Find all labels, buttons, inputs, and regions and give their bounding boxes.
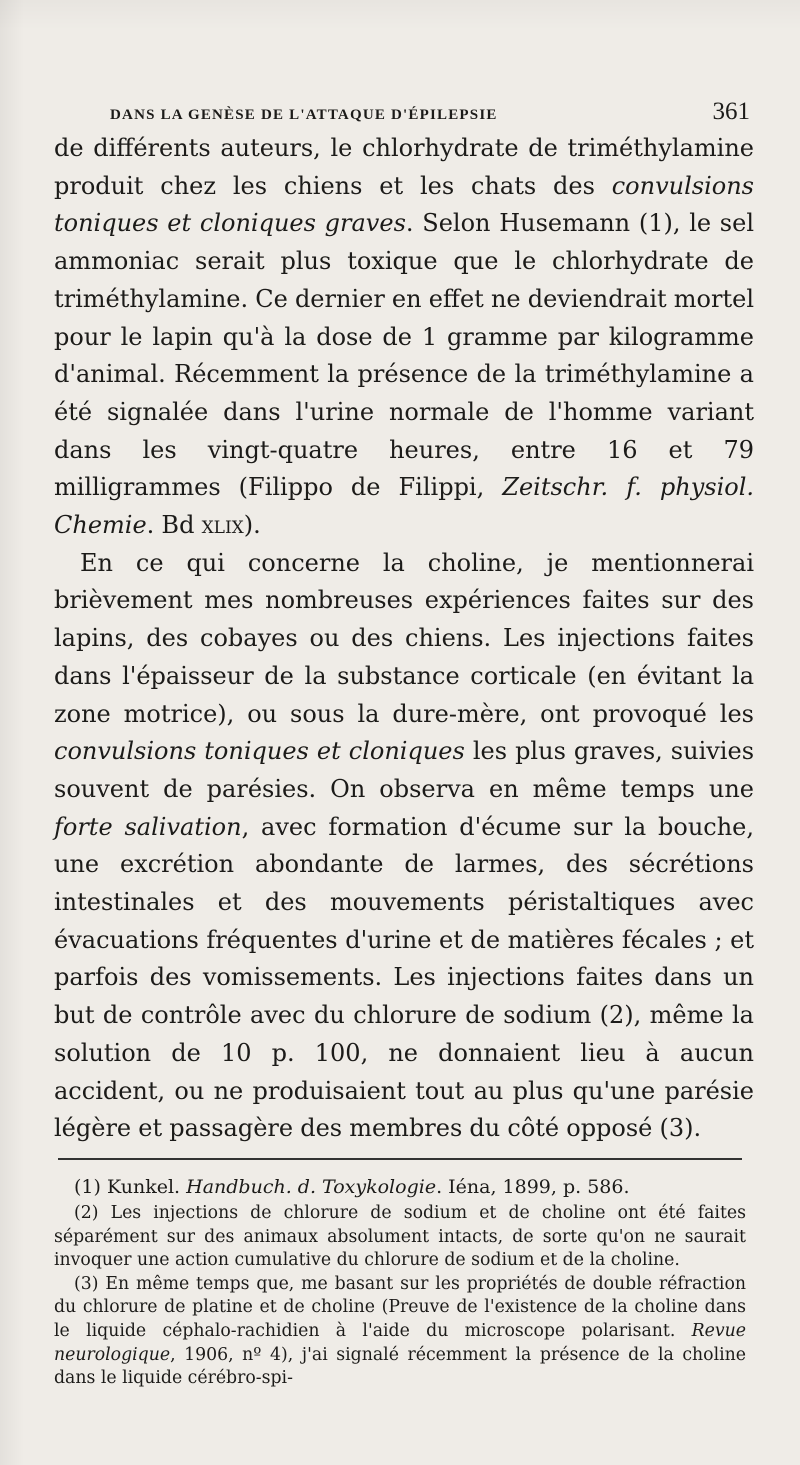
paragraph-2 <box>54 545 754 1148</box>
text-run: En ce qui concerne la choline, je mentionnerai brièvement mes nombreuses expériences faites sur des lapins, des cobayes ou des chiens. Les injections faites dans l'épaisseur de la substance corticale (en évitant la zone motrice), ou sous la dure-mère, ont provoqué les <box>54 548 754 728</box>
text-run: ). <box>243 511 261 540</box>
text-run: (1) Kunkel. <box>74 1176 187 1198</box>
text-run: (3) En même temps que, me basant sur les propriétés de double réfraction du chlorure de platine et de choline (Preuve de l'existence de la choline dans le liquide céphalo-rachidien à l'aide du microscope polarisant. <box>54 1273 746 1341</box>
text-run: , 1906, nº 4), j'ai signalé récemment la présence de la choline dans le liquide cérébro-spi- <box>54 1344 746 1389</box>
footnote-3 <box>54 1273 746 1391</box>
body-text <box>54 130 754 1148</box>
running-head: DANS LA GENÈSE DE L'ATTAQUE D'ÉPILEPSIE <box>110 107 498 123</box>
footnote-1 <box>54 1172 746 1202</box>
page-header <box>110 98 750 126</box>
italic-run: Zeitschr. f. physiol. Chemie <box>54 473 755 540</box>
text-run: , avec formation d'écume sur la bouche, une excrétion abondante de larmes, des sécrétions intestinales et des mouvements péristaltiques avec évacuations fréquentes d'urine et de matières fécales ; et parfois des vomissements. Les injections faites dans un but de contrôle avec du chlorure de sodium (2), même la solution de 10 p. 100, ne donnaient lieu à aucun accident, ou ne produisaient tout au plus qu'une parésie légère et passagère des membres du côté opposé (3). <box>54 812 755 1143</box>
text-run: . Iéna, 1899, p. 586. <box>436 1176 630 1198</box>
footnote-separator <box>58 1158 742 1160</box>
italic-run: convulsions toniques et cloniques <box>54 737 465 766</box>
footnote-2 <box>54 1202 746 1273</box>
footnotes <box>54 1172 746 1391</box>
text-run: . Bd <box>146 511 202 540</box>
page-number: 361 <box>712 98 750 125</box>
text-run: . Selon Husemann (1), le sel ammoniac serait plus toxique que le chlorhydrate de triméthylamine. Ce dernier en effet ne deviendrait mortel pour le lapin qu'à la dose de 1 gramme par kilogramme d'animal. Récemment la présence de la triméthylamine a été signalée dans l'urine normale de l'homme variant dans les vingt-quatre heures, entre 16 et 79 milligrammes (Filippo de Filippi, <box>54 209 755 502</box>
paragraph-1 <box>54 130 754 545</box>
italic-run: convulsions toniques et cloniques graves <box>54 171 754 238</box>
text-run: (2) Les injections de chlorure de sodium et de choline ont été faites séparément sur des animaux absolument intacts, de sorte qu'on ne saurait invoquer une action cumulative du chlorure de sodium et de la choline. <box>54 1203 746 1271</box>
text-run: de différents auteurs, le chlorhydrate de triméthylamine produit chez les chiens et les chats des <box>54 134 754 200</box>
volume-number: xlix <box>201 511 244 540</box>
italic-run: Revue neurologique <box>54 1320 746 1365</box>
italic-run: Handbuch. d. Toxykologie <box>186 1176 437 1198</box>
italic-run: forte salivation <box>54 812 242 841</box>
text-run: les plus graves, suivies souvent de parésies. On observa en même temps une <box>54 737 755 803</box>
